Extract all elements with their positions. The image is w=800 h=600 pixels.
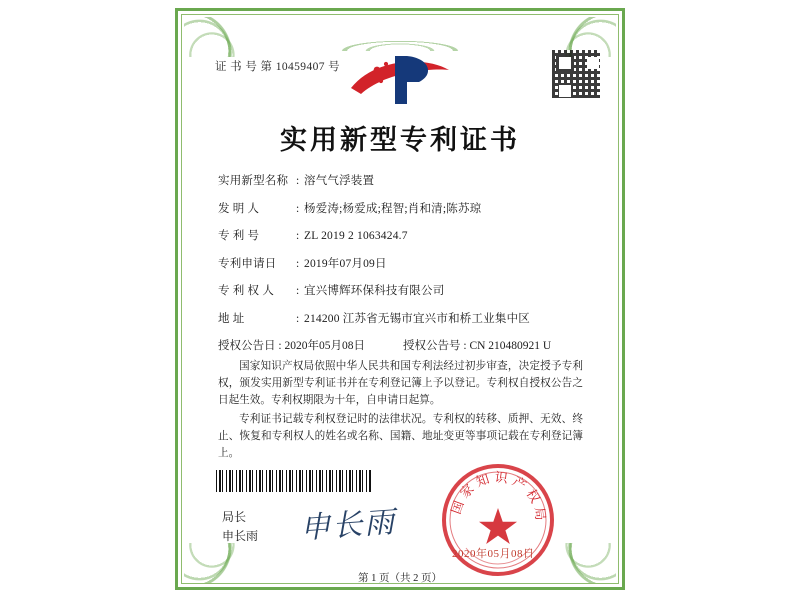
publication-number-colon: :	[463, 340, 467, 352]
field-row-application-date	[218, 255, 588, 271]
svg-text:国家知识产权局: 国家知识产权局	[449, 470, 548, 526]
field-label: 专 利 号	[218, 230, 260, 242]
certificate-number: 证 书 号 第 10459407 号	[215, 61, 341, 73]
field-colon: :	[296, 257, 300, 270]
field-colon: :	[296, 312, 300, 325]
field-value: ZL 2019 2 1063424.7	[304, 230, 408, 242]
field-label: 发 明 人	[218, 202, 260, 215]
publication-number-value: CN 210480921 U	[469, 340, 552, 352]
field-colon: :	[296, 202, 300, 215]
seal-date: 2020年05月08日	[452, 548, 535, 560]
page-title: 实用新型专利证书	[280, 125, 520, 156]
publication-row	[218, 337, 588, 353]
publication-number-label: 授权公告号	[403, 340, 461, 352]
qr-code-icon	[552, 50, 600, 98]
field-row-patent-number	[218, 227, 588, 243]
signature-block	[222, 508, 258, 546]
field-value: 2019年07月09日	[304, 257, 387, 270]
publication-date-colon: :	[278, 340, 282, 352]
publication-date-value: 2020年05月08日	[284, 340, 365, 352]
field-label: 地 址	[218, 312, 245, 325]
field-colon: :	[296, 285, 300, 297]
field-value: 宜兴博辉环保科技有限公司	[304, 285, 445, 297]
legal-paragraph-1: 国家知识产权局依照中华人民共和国专利法经过初步审查，决定授予专利权，颁发实用新型专利证书并在专利登记簿上予以登记。专利权自授权公告之日起生效。专利权期限为十年，自申请日起算。	[218, 361, 583, 406]
corner-ornament-top-left	[184, 17, 246, 57]
field-list	[218, 172, 588, 353]
field-row-patentee	[218, 282, 588, 298]
cnipa-emblem-icon	[345, 48, 455, 110]
field-colon: :	[296, 175, 300, 187]
field-row-address	[218, 310, 588, 326]
field-value: 214200 江苏省无锡市宜兴市和桥工业集中区	[304, 312, 530, 325]
handwritten-signature: 申长雨	[299, 504, 398, 547]
barcode	[216, 470, 371, 492]
field-row-utility-model-name	[218, 172, 588, 188]
page-footer: 第 1 页（共 2 页）	[358, 573, 442, 584]
field-row-inventors	[218, 200, 588, 216]
field-label: 专利申请日	[218, 257, 277, 270]
field-value: 溶气气浮装置	[304, 175, 375, 187]
legal-body-text	[218, 358, 583, 464]
publication-date-label: 授权公告日	[218, 340, 276, 352]
legal-paragraph-2: 专利证书记载专利权登记时的法律状况。专利权的转移、质押、无效、终止、恢复和专利权人的姓名或名称、国籍、地址变更等事项记载在专利登记簿上。	[218, 414, 583, 459]
director-title-label: 局长	[222, 510, 247, 524]
field-value: 杨爱涛;杨爱成;程智;肖和清;陈苏琼	[304, 202, 482, 215]
publication-date-group	[218, 337, 403, 353]
vine-ornament-top	[320, 17, 480, 51]
director-name-label: 申长雨	[222, 529, 259, 543]
field-colon: :	[296, 230, 300, 242]
field-label: 专 利 权 人	[218, 285, 275, 297]
publication-number-group	[403, 337, 588, 353]
field-label: 实用新型名称	[218, 175, 289, 187]
